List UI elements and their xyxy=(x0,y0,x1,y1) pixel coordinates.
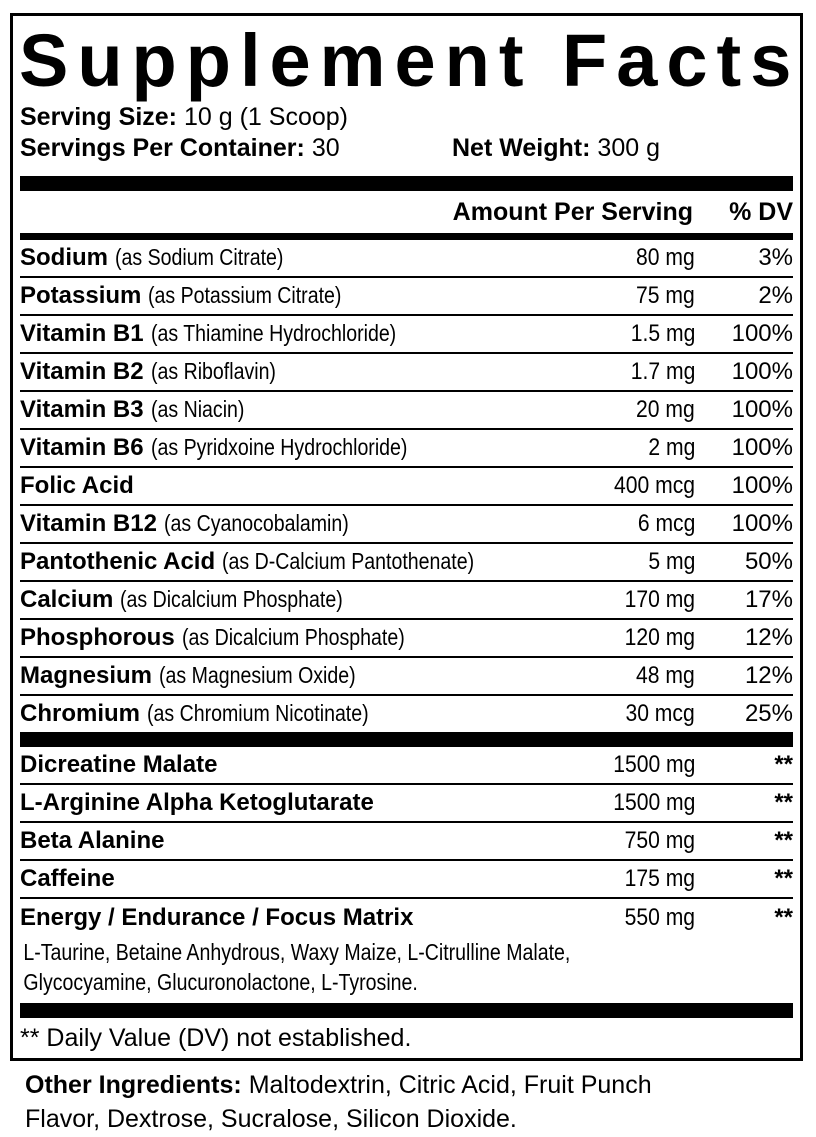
nutrient-dv: 3% xyxy=(758,244,793,271)
nutrient-amount: 1.7 mg xyxy=(630,358,695,385)
nutrient-dv: ** xyxy=(774,904,793,931)
net-weight-label: Net Weight: xyxy=(452,134,591,162)
nutrient-dv: 100% xyxy=(731,434,793,461)
nutrient-rows xyxy=(20,240,793,732)
nutrient-name: Dicreatine Malate xyxy=(20,751,218,778)
nutrient-dv: ** xyxy=(774,865,793,892)
footnote-divider-bar xyxy=(20,1003,793,1018)
nutrient-dv: 100% xyxy=(731,358,793,385)
table-row xyxy=(20,240,793,276)
nutrient-name: Sodium (as Sodium Citrate) xyxy=(20,244,284,271)
table-row xyxy=(20,821,793,859)
nutrient-amount: 48 mg xyxy=(636,662,695,689)
nutrient-detail: (as Riboflavin) xyxy=(150,358,276,384)
nutrient-name: Potassium (as Potassium Citrate) xyxy=(20,282,342,309)
nutrient-detail: (as Thiamine Hydrochloride) xyxy=(150,320,396,346)
table-row xyxy=(20,276,793,314)
supplement-facts-panel xyxy=(10,13,803,1061)
nutrient-dv: 100% xyxy=(731,320,793,347)
nutrient-name: Vitamin B3 (as Niacin) xyxy=(20,396,245,423)
nutrient-dv: 12% xyxy=(744,662,793,689)
nutrient-name: Energy / Endurance / Focus Matrix xyxy=(20,904,414,931)
table-row xyxy=(20,656,793,694)
nutrient-dv: 17% xyxy=(744,586,793,613)
nutrient-name: Folic Acid xyxy=(20,472,134,499)
nutrient-name: Magnesium (as Magnesium Oxide) xyxy=(20,662,356,689)
top-separator-bar xyxy=(20,176,793,191)
serving-size-value: 10 g (1 Scoop) xyxy=(184,103,348,131)
nutrient-detail: (as Dicalcium Phosphate) xyxy=(181,624,405,650)
nutrient-amount: 80 mg xyxy=(636,244,695,271)
table-row xyxy=(20,428,793,466)
nutrient-detail: (as Magnesium Oxide) xyxy=(159,662,356,688)
nutrient-dv: ** xyxy=(774,827,793,854)
servings-per-container xyxy=(20,133,452,164)
nutrient-amount: 20 mg xyxy=(636,396,695,423)
table-row xyxy=(20,580,793,618)
table-row xyxy=(20,859,793,897)
blend-rows xyxy=(20,747,793,1003)
nutrient-amount: 750 mg xyxy=(624,827,695,854)
nutrient-detail: (as Sodium Citrate) xyxy=(115,244,284,270)
table-row xyxy=(20,390,793,428)
nutrient-name: Vitamin B1 (as Thiamine Hydrochloride) xyxy=(20,320,396,347)
net-weight xyxy=(452,134,660,162)
nutrient-amount: 30 mcg xyxy=(625,700,695,727)
nutrient-amount: 1500 mg xyxy=(612,789,695,816)
nutrient-dv: ** xyxy=(774,789,793,816)
nutrient-name: Vitamin B2 (as Riboflavin) xyxy=(20,358,276,385)
nutrient-name: Caffeine xyxy=(20,865,115,892)
nutrient-name: Calcium (as Dicalcium Phosphate) xyxy=(20,586,344,613)
nutrient-name: Vitamin B6 (as Pyridxoine Hydrochloride) xyxy=(20,434,408,461)
servings-per-container-label: Servings Per Container: xyxy=(20,134,305,162)
nutrient-detail: (as Niacin) xyxy=(150,396,245,422)
percent-dv-header: % DV xyxy=(729,197,793,226)
nutrient-name: Pantothenic Acid (as D-Calcium Pantothenate) xyxy=(20,548,475,575)
nutrient-name: Chromium (as Chromium Nicotinate) xyxy=(20,700,369,727)
nutrient-amount: 550 mg xyxy=(624,904,695,931)
nutrient-amount: 175 mg xyxy=(624,865,695,892)
section-divider-bar xyxy=(20,732,793,747)
nutrient-detail: (as Dicalcium Phosphate) xyxy=(120,586,344,612)
servings-per-container-value: 30 xyxy=(311,134,340,162)
table-header-row xyxy=(20,191,793,233)
nutrient-name: Beta Alanine xyxy=(20,827,165,854)
table-row xyxy=(20,694,793,732)
nutrient-dv: 2% xyxy=(758,282,793,309)
nutrient-name: L-Arginine Alpha Ketoglutarate xyxy=(20,789,374,816)
nutrient-amount: 2 mg xyxy=(648,434,695,461)
nutrient-dv: 100% xyxy=(731,510,793,537)
nutrient-dv: 50% xyxy=(744,548,793,575)
table-row xyxy=(20,504,793,542)
net-weight-value: 300 g xyxy=(597,134,660,162)
nutrient-amount: 6 mcg xyxy=(637,510,695,537)
nutrient-amount: 5 mg xyxy=(648,548,695,575)
nutrient-dv: 25% xyxy=(744,700,793,727)
table-row xyxy=(20,897,793,1003)
matrix-ingredients: L-Taurine, Betaine Anhydrous, Waxy Maize, L-Citrulline Malate, Glycocyamine, Glucuronolactone, L-Tyrosine. xyxy=(23,939,571,995)
nutrient-amount: 1.5 mg xyxy=(630,320,695,347)
serving-size-label: Serving Size: xyxy=(20,103,177,131)
header-underline-bar xyxy=(20,233,793,240)
table-row xyxy=(20,466,793,504)
nutrient-dv: ** xyxy=(774,751,793,778)
nutrient-detail: (as Pyridxoine Hydrochloride) xyxy=(150,434,408,460)
nutrient-detail: (as Potassium Citrate) xyxy=(148,282,342,308)
nutrient-dv: 100% xyxy=(731,396,793,423)
nutrient-dv: 12% xyxy=(744,624,793,651)
nutrient-detail: (as Chromium Nicotinate) xyxy=(147,700,369,726)
table-row xyxy=(20,747,793,783)
table-row xyxy=(20,352,793,390)
other-ingredients xyxy=(25,1068,731,1136)
servings-net-weight-line xyxy=(20,133,793,164)
nutrient-amount: 400 mcg xyxy=(613,472,695,499)
other-ingredients-value: Maltodextrin, Citric Acid, Fruit Punch Flavor, Dextrose, Sucralose, Silicon Dioxide. xyxy=(25,1071,652,1133)
nutrient-name: Phosphorous (as Dicalcium Phosphate) xyxy=(20,624,405,651)
nutrient-amount: 170 mg xyxy=(624,586,695,613)
page-title: Supplement Facts xyxy=(19,19,801,102)
nutrient-dv: 100% xyxy=(731,472,793,499)
nutrient-detail: (as D-Calcium Pantothenate) xyxy=(222,548,475,574)
nutrient-amount: 75 mg xyxy=(636,282,695,309)
dv-footnote: ** Daily Value (DV) not established. xyxy=(20,1023,412,1052)
nutrient-amount: 1500 mg xyxy=(612,751,695,778)
serving-size-line xyxy=(20,102,793,133)
table-row xyxy=(20,542,793,580)
table-row xyxy=(20,314,793,352)
other-ingredients-label: Other Ingredients: xyxy=(25,1071,242,1099)
amount-per-serving-header: Amount Per Serving xyxy=(452,197,693,226)
table-row xyxy=(20,618,793,656)
nutrient-name: Vitamin B12 (as Cyanocobalamin) xyxy=(20,510,349,537)
table-row xyxy=(20,783,793,821)
nutrient-amount: 120 mg xyxy=(624,624,695,651)
nutrient-detail: (as Cyanocobalamin) xyxy=(163,510,349,536)
